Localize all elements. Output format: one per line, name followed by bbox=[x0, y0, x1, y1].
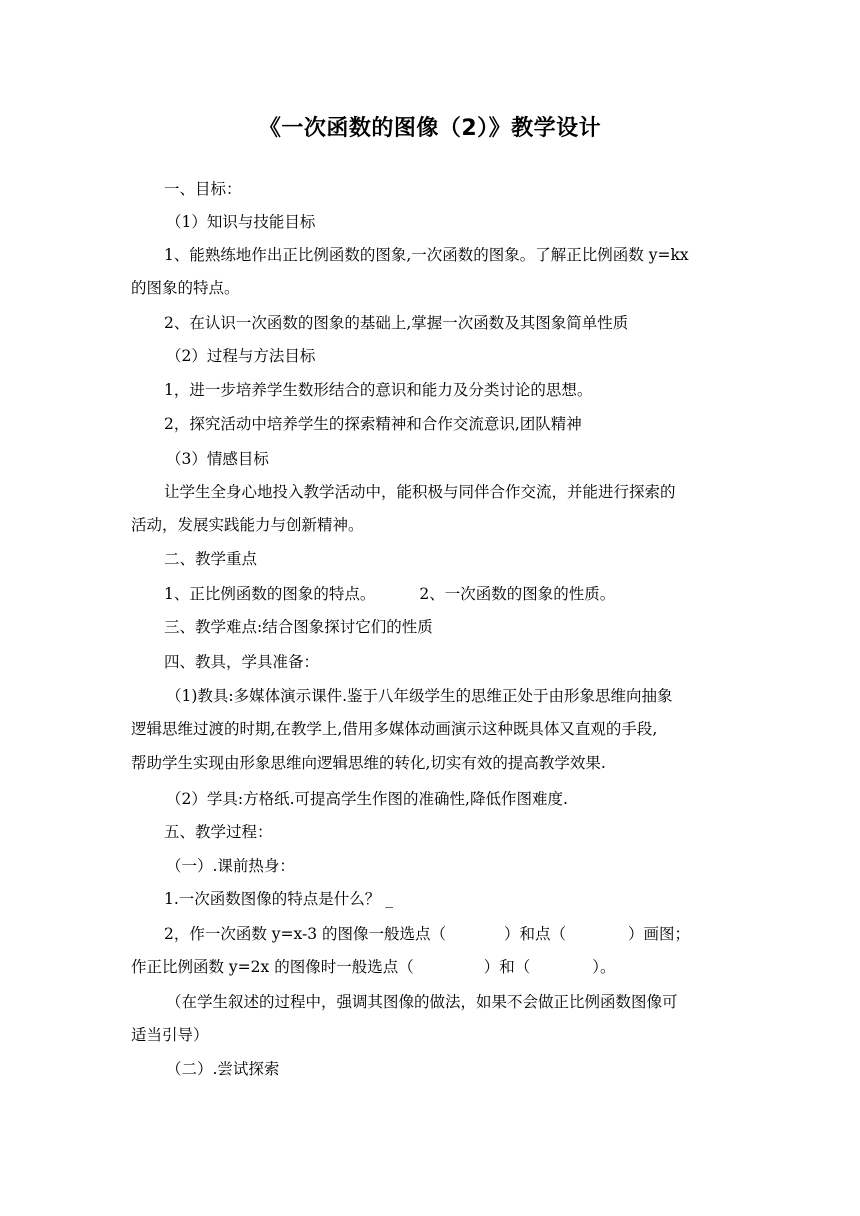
paragraph-line bbox=[164, 244, 730, 266]
question-2-line-2 bbox=[131, 956, 615, 978]
paragraph-line bbox=[131, 718, 730, 740]
key-points-line bbox=[164, 583, 615, 605]
paragraph-line bbox=[164, 481, 730, 503]
question-2-part-c: ）画图； bbox=[628, 925, 691, 943]
section-difficulty-heading: 三、教学难点:结合图象探讨它们的性质 bbox=[164, 618, 433, 636]
question-2-line bbox=[164, 923, 690, 945]
question-2-part-e: ）和（ bbox=[483, 958, 531, 976]
section-process-heading: 五、教学过程： bbox=[164, 823, 273, 841]
paragraph-text: 1、能熟练地作出正比例函数的图象,一次函数的图象。了解正比例函数 y=kx bbox=[164, 246, 689, 264]
question-2-part-f: ）。 bbox=[592, 958, 616, 976]
paragraph-line: 帮助学生实现由形象思维向逻辑思维的转化,切实有效的提高教学效果. bbox=[131, 754, 606, 772]
question-2-part-a: 2，作一次函数 y=x-3 的图像一般选点（ bbox=[164, 925, 447, 943]
key-point-2: 2、一次函数的图象的性质。 bbox=[419, 585, 616, 603]
question-2-part-b: ）和点（ bbox=[504, 925, 567, 943]
paragraph-line: 活动，发展实践能力与创新精神。 bbox=[131, 516, 364, 534]
paragraph-text: （在学生叙述的过程中，强调其图像的做法，如果不会做正比例函数图像可 bbox=[166, 993, 678, 1011]
explore-heading: （二）.尝试探索 bbox=[166, 1060, 280, 1078]
paragraph-text: （1)教具:多媒体演示课件.鉴于八年级学生的思维正处于由形象思维向抽象 bbox=[166, 687, 673, 705]
paragraph-line: 的图象的特点。 bbox=[131, 279, 240, 297]
section-tools-heading: 四、教具，学具准备： bbox=[164, 653, 320, 671]
paragraph-line: 2，探究活动中培养学生的探索精神和合作交流意识,团队精神 bbox=[164, 415, 582, 433]
paragraph-line: （2）学具:方格纸.可提高学生作图的准确性,降低作图难度. bbox=[166, 790, 568, 808]
paragraph-line: 适当引导） bbox=[131, 1026, 209, 1044]
process-method-goal-heading: （2）过程与方法目标 bbox=[166, 347, 316, 365]
knowledge-skill-goal-heading: （1）知识与技能目标 bbox=[166, 213, 316, 231]
paragraph-text: 让学生全身心地投入教学活动中，能积极与同伴合作交流，并能进行探索的 bbox=[164, 483, 676, 501]
question-1: 1.一次函数图像的特点是什么？ _ bbox=[164, 890, 393, 908]
section-objectives-heading: 一、目标： bbox=[164, 180, 242, 198]
paragraph-line: 1，进一步培养学生数形结合的意识和能力及分类讨论的思想。 bbox=[164, 381, 593, 399]
key-point-1: 1、正比例函数的图象的特点。 bbox=[164, 585, 376, 603]
warmup-heading: （一）.课前热身： bbox=[166, 857, 295, 875]
paragraph-line bbox=[166, 685, 730, 707]
paragraph-line: 2、在认识一次函数的图象的基础上,掌握一次函数及其图象简单性质 bbox=[164, 314, 629, 332]
paragraph-text: 逻辑思维过渡的时期,在教学上,借用多媒体动画演示这种既具体又直观的手段, bbox=[131, 720, 658, 738]
emotion-goal-heading: （3）情感目标 bbox=[166, 450, 269, 468]
question-2-part-d: 作正比例函数 y=2x 的图像时一般选点（ bbox=[131, 958, 414, 976]
section-key-points-heading: 二、教学重点 bbox=[164, 550, 258, 568]
document-title: 《一次函数的图像（2）》教学设计 bbox=[258, 116, 602, 141]
paragraph-line bbox=[166, 991, 730, 1013]
